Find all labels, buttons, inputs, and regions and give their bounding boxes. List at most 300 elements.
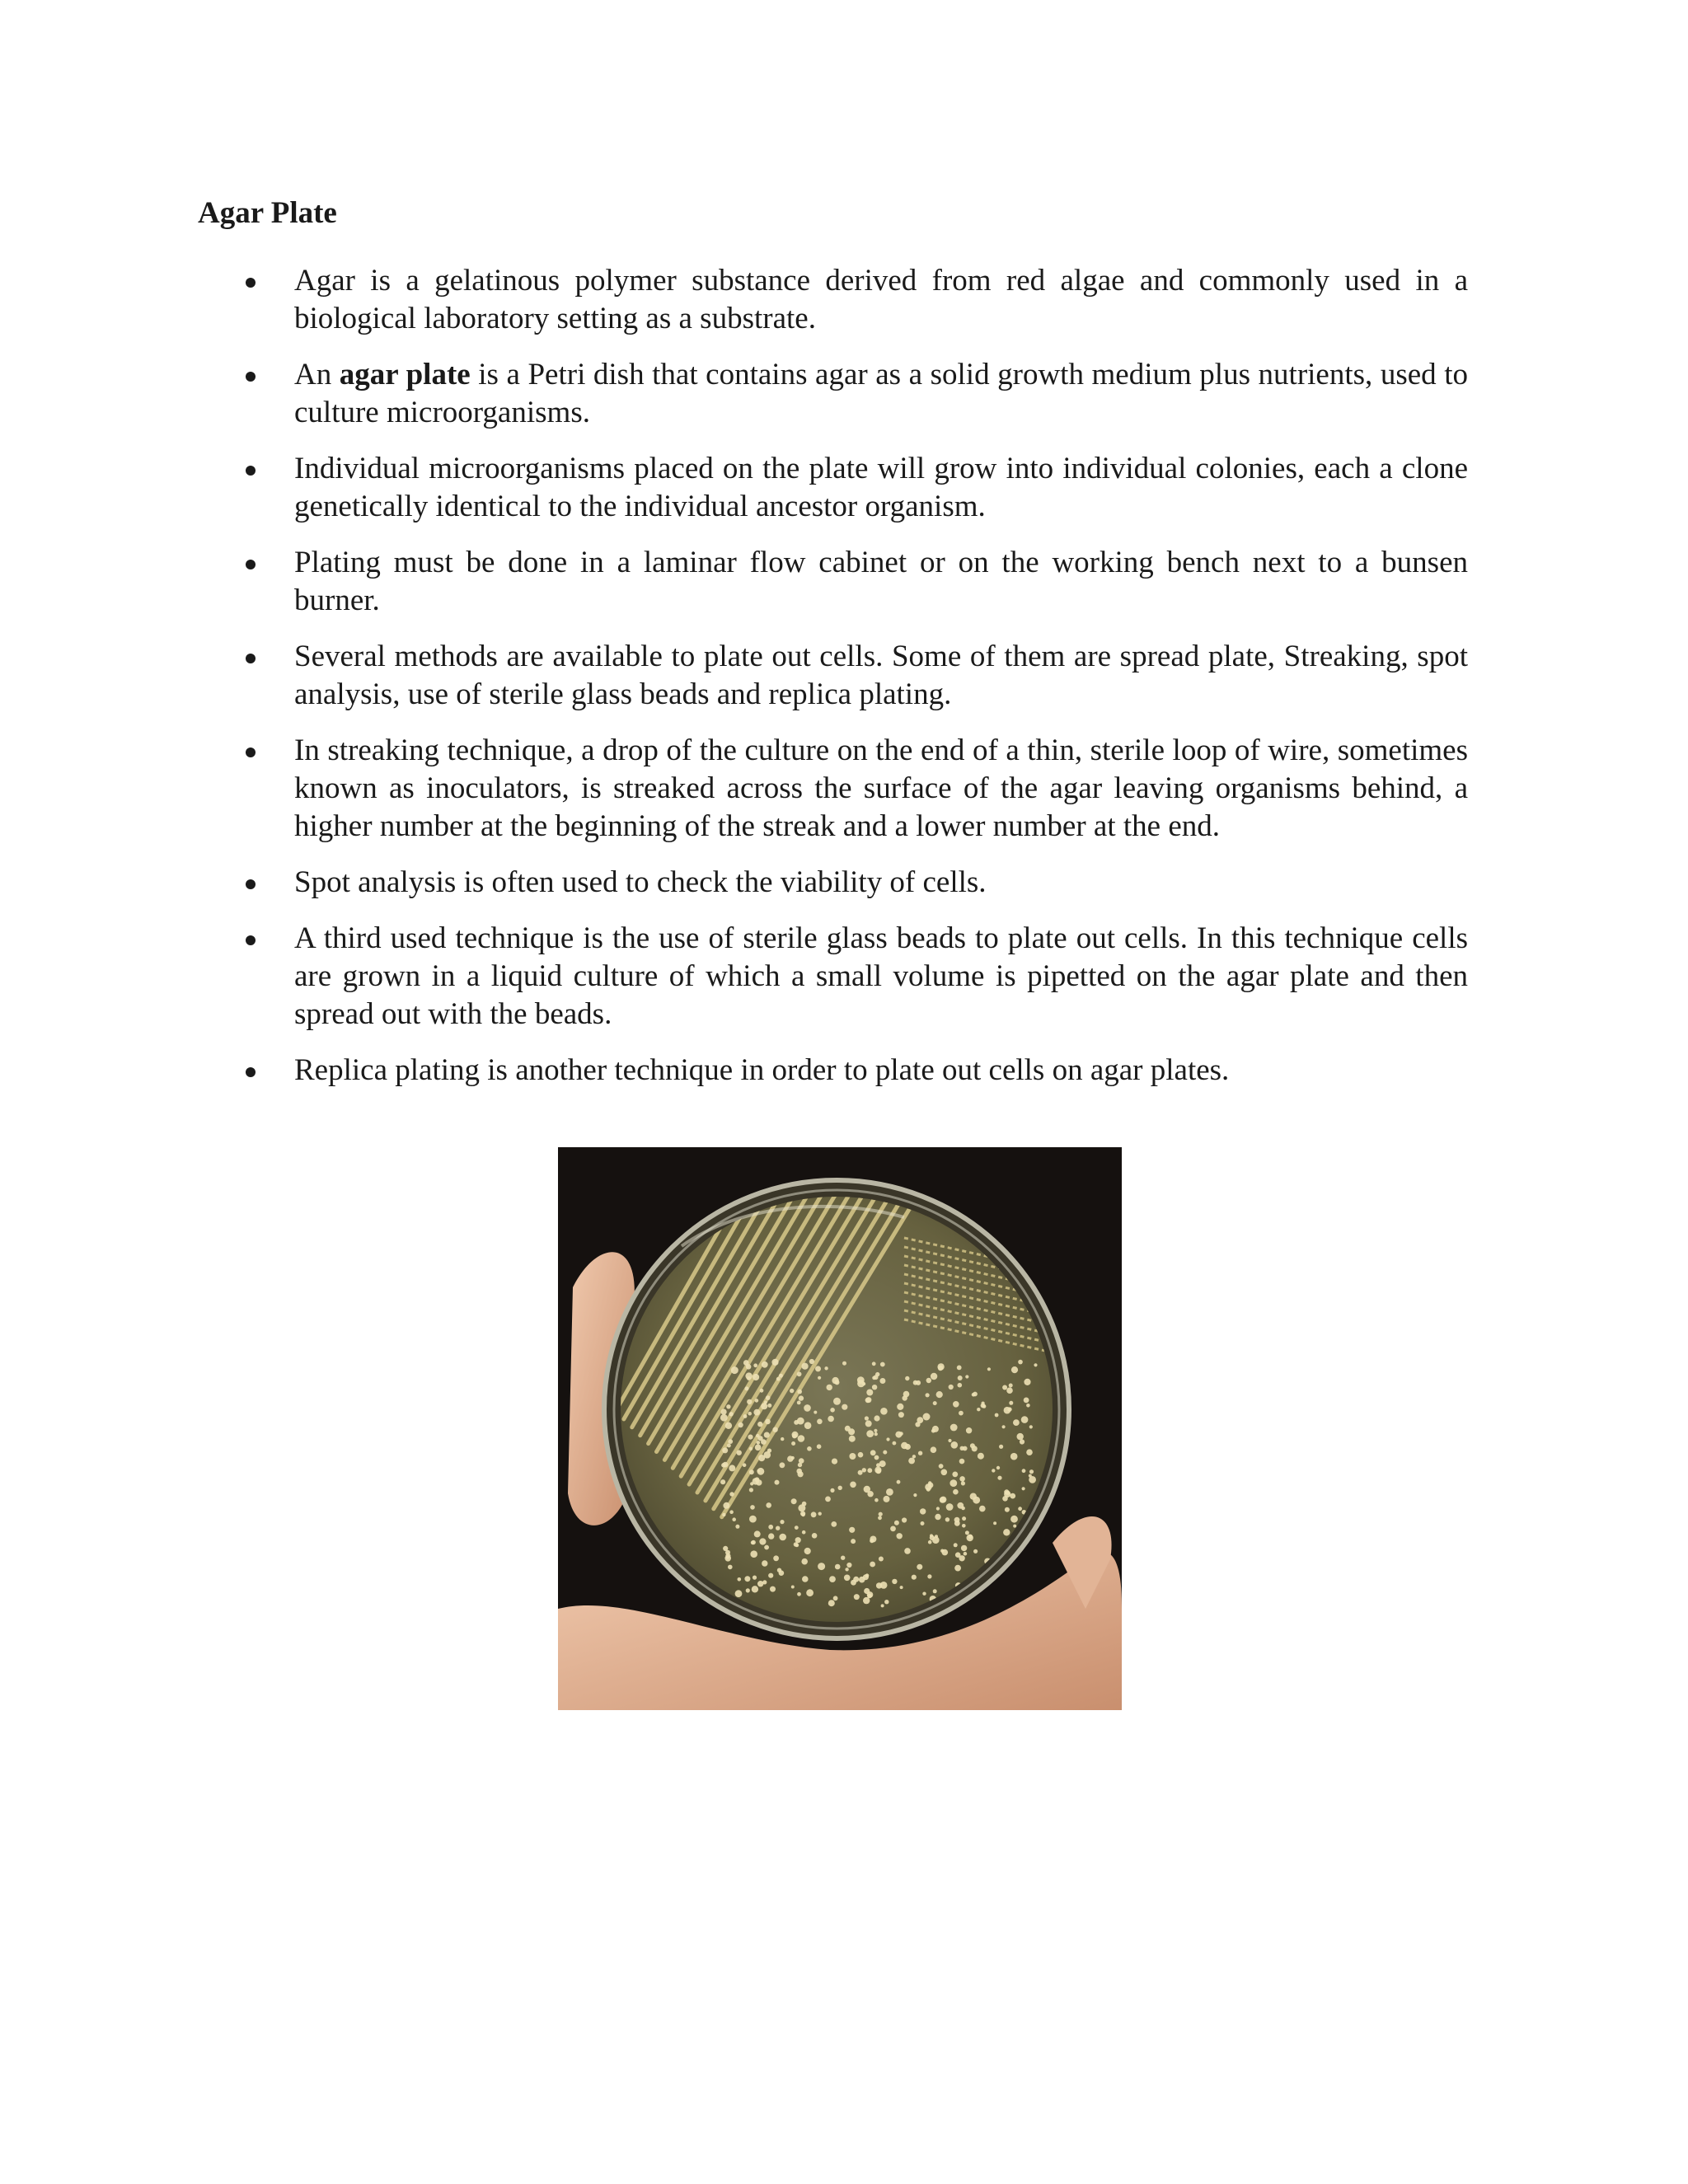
colony-dot bbox=[744, 1576, 750, 1582]
colony-dot bbox=[728, 1565, 733, 1570]
bullet-text: Several methods are available to plate out cells. Some of them are spread plate, Streaking, spot analysis, use of sterile glass beads and replica plating. bbox=[294, 640, 1468, 711]
colony-dot bbox=[879, 1460, 886, 1467]
colony-dot bbox=[752, 1540, 756, 1544]
colony-dot bbox=[791, 1456, 795, 1460]
colony-dot bbox=[900, 1586, 903, 1589]
colony-dot bbox=[818, 1376, 821, 1380]
colony-dot bbox=[832, 1459, 837, 1465]
petri-dish-photo bbox=[558, 1147, 1122, 1710]
colony-dot bbox=[917, 1417, 923, 1423]
colony-dot bbox=[729, 1492, 734, 1496]
colony-dot bbox=[874, 1498, 879, 1502]
colony-dot bbox=[799, 1395, 804, 1400]
colony-dot bbox=[1029, 1425, 1033, 1428]
colony-dot bbox=[993, 1521, 996, 1525]
colony-dot bbox=[867, 1594, 872, 1599]
colony-dot bbox=[831, 1521, 837, 1527]
colony-dot bbox=[967, 1535, 973, 1541]
colony-dot bbox=[865, 1420, 872, 1427]
colony-dot bbox=[738, 1422, 743, 1427]
colony-dot bbox=[804, 1422, 812, 1429]
colony-dot bbox=[961, 1545, 967, 1551]
bullet-icon bbox=[246, 278, 256, 288]
colony-dot bbox=[879, 1557, 884, 1562]
colony-dot bbox=[768, 1533, 774, 1539]
colony-dot bbox=[946, 1503, 954, 1511]
colony-dot bbox=[892, 1579, 897, 1584]
colony-dot bbox=[844, 1575, 851, 1582]
colony-dot bbox=[959, 1459, 965, 1465]
colony-dot bbox=[1004, 1491, 1010, 1497]
colony-dot bbox=[897, 1404, 903, 1410]
colony-dot bbox=[1013, 1525, 1016, 1528]
colony-dot bbox=[757, 1581, 763, 1586]
colony-dot bbox=[897, 1480, 901, 1484]
colony-dot bbox=[858, 1470, 863, 1475]
colony-dot bbox=[773, 1555, 779, 1561]
colony-dot bbox=[945, 1517, 950, 1521]
bullet-icon bbox=[246, 372, 256, 382]
colony-dot bbox=[745, 1372, 752, 1379]
bullet-icon bbox=[246, 560, 256, 569]
colony-dot bbox=[811, 1511, 817, 1517]
colony-dot bbox=[1013, 1419, 1020, 1426]
bullet-text: Agar is a gelatinous polymer substance derived from red algae and commonly used in a biological laboratory setting as a substrate. bbox=[294, 264, 1468, 335]
colony-dot bbox=[886, 1437, 889, 1441]
colony-dot bbox=[750, 1505, 755, 1510]
colony-dot bbox=[875, 1469, 881, 1474]
colony-dot bbox=[768, 1525, 773, 1530]
colony-dot bbox=[867, 1491, 873, 1497]
colony-dot bbox=[872, 1385, 877, 1390]
colony-dot bbox=[797, 1390, 802, 1394]
colony-dot bbox=[780, 1520, 784, 1524]
colony-dot bbox=[933, 1401, 937, 1405]
colony-dot bbox=[797, 1592, 801, 1596]
colony-dot bbox=[798, 1471, 804, 1477]
colony-dot bbox=[864, 1588, 870, 1594]
colony-dot bbox=[942, 1549, 949, 1556]
colony-dot bbox=[881, 1604, 884, 1607]
colony-dot bbox=[1034, 1363, 1037, 1366]
colony-dot bbox=[812, 1533, 818, 1539]
colony-dot bbox=[1020, 1439, 1025, 1444]
colony-dot bbox=[992, 1469, 995, 1472]
colony-dot bbox=[905, 1376, 909, 1380]
colony-dot bbox=[828, 1416, 834, 1422]
colony-dot bbox=[872, 1361, 876, 1366]
colony-dot bbox=[761, 1403, 767, 1409]
colony-dot bbox=[825, 1497, 831, 1502]
colony-dot bbox=[866, 1430, 874, 1437]
colony-dot bbox=[922, 1592, 926, 1596]
colony-dot bbox=[818, 1563, 825, 1570]
colony-dot bbox=[1006, 1387, 1013, 1394]
colony-dot bbox=[931, 1446, 937, 1453]
colony-dot bbox=[901, 1442, 907, 1449]
colony-dot bbox=[838, 1486, 842, 1490]
colony-dot bbox=[845, 1426, 851, 1432]
bullet-icon bbox=[246, 748, 256, 757]
colony-dot bbox=[870, 1536, 876, 1543]
colony-dot bbox=[857, 1376, 865, 1384]
colony-dot bbox=[858, 1452, 864, 1458]
colony-dot bbox=[972, 1446, 978, 1451]
colony-dot bbox=[917, 1564, 922, 1570]
colony-dot bbox=[898, 1412, 904, 1418]
colony-dot bbox=[748, 1435, 753, 1440]
colony-dot bbox=[879, 1378, 885, 1384]
bullet-icon bbox=[246, 935, 256, 945]
colony-dot bbox=[1022, 1469, 1026, 1473]
colony-dot bbox=[878, 1516, 882, 1520]
colony-dot bbox=[767, 1449, 771, 1453]
colony-dot bbox=[973, 1549, 978, 1554]
colony-dot bbox=[894, 1521, 899, 1526]
colony-dot bbox=[951, 1441, 959, 1449]
colony-dot bbox=[999, 1445, 1003, 1449]
colony-dot bbox=[1005, 1507, 1010, 1512]
colony-dot bbox=[962, 1516, 966, 1521]
colony-dot bbox=[753, 1363, 757, 1367]
colony-dot bbox=[879, 1512, 883, 1516]
colony-dot bbox=[849, 1527, 855, 1533]
colony-dot bbox=[938, 1366, 943, 1371]
bullet-list bbox=[0, 262, 1688, 1108]
colony-dot bbox=[721, 1409, 727, 1415]
colony-dot bbox=[950, 1479, 957, 1487]
colony-dot bbox=[797, 1371, 802, 1376]
colony-dot bbox=[926, 1378, 931, 1383]
colony-dot bbox=[1026, 1404, 1030, 1408]
colony-dot bbox=[746, 1588, 750, 1592]
colony-dot bbox=[1010, 1453, 1018, 1460]
colony-dot bbox=[729, 1412, 733, 1416]
colony-dot bbox=[948, 1439, 951, 1442]
colony-dot bbox=[883, 1451, 887, 1455]
colony-dot bbox=[749, 1516, 757, 1523]
colony-dot bbox=[809, 1359, 814, 1364]
colony-dot bbox=[965, 1375, 968, 1378]
colony-dot bbox=[1029, 1474, 1032, 1478]
list-item bbox=[0, 1052, 1688, 1090]
colony-dot bbox=[880, 1582, 888, 1589]
colony-dot bbox=[927, 1574, 931, 1578]
colony-dot bbox=[1010, 1516, 1018, 1523]
colony-dot bbox=[912, 1575, 917, 1580]
colony-dot bbox=[814, 1411, 817, 1414]
colony-dot bbox=[853, 1577, 859, 1582]
colony-dot bbox=[949, 1385, 954, 1390]
colony-dot bbox=[743, 1360, 749, 1366]
colony-dot bbox=[791, 1498, 797, 1504]
bold-term: agar plate bbox=[339, 358, 471, 391]
colony-dot bbox=[959, 1476, 965, 1482]
colony-dot bbox=[770, 1586, 776, 1592]
colony-dot bbox=[767, 1404, 771, 1408]
colony-dot bbox=[913, 1380, 918, 1385]
colony-dot bbox=[753, 1409, 760, 1416]
colony-dot bbox=[735, 1525, 739, 1529]
colony-dot bbox=[728, 1439, 733, 1444]
list-item bbox=[0, 450, 1688, 526]
colony-dot bbox=[933, 1589, 937, 1593]
colony-dot bbox=[804, 1548, 811, 1554]
colony-dot bbox=[920, 1508, 926, 1514]
bullet-text: Individual microorganisms placed on the plate will grow into individual colonies, each a clone genetically identical to the individual ancestor organism. bbox=[294, 452, 1468, 523]
colony-dot bbox=[798, 1435, 805, 1442]
colony-dot bbox=[756, 1434, 759, 1437]
colony-dot bbox=[749, 1447, 753, 1451]
list-item bbox=[0, 920, 1688, 1033]
colony-dot bbox=[827, 1385, 832, 1390]
colony-dot bbox=[1029, 1469, 1034, 1474]
colony-dot bbox=[874, 1415, 879, 1421]
colony-dot bbox=[749, 1469, 754, 1474]
colony-dot bbox=[1009, 1401, 1013, 1405]
colony-dot bbox=[931, 1373, 937, 1380]
colony-dot bbox=[830, 1408, 835, 1413]
colony-dot bbox=[830, 1488, 834, 1493]
colony-dot bbox=[802, 1363, 809, 1370]
colony-dot bbox=[779, 1534, 786, 1541]
colony-dot bbox=[957, 1366, 962, 1371]
colony-dot bbox=[1003, 1529, 1010, 1535]
colony-dot bbox=[804, 1404, 811, 1412]
colony-dot bbox=[835, 1564, 841, 1570]
colony-dot bbox=[725, 1422, 732, 1429]
colony-dot bbox=[795, 1537, 801, 1543]
colony-dot bbox=[735, 1590, 743, 1597]
colony-dot bbox=[973, 1392, 978, 1397]
colony-dot bbox=[893, 1441, 897, 1446]
colony-dot bbox=[842, 1404, 847, 1410]
colony-dot bbox=[845, 1568, 848, 1571]
colony-dot bbox=[982, 1404, 987, 1408]
colony-dot bbox=[815, 1366, 821, 1371]
colony-dot bbox=[1002, 1425, 1006, 1428]
colony-dot bbox=[964, 1552, 968, 1556]
colony-dot bbox=[884, 1600, 889, 1604]
colony-dot bbox=[960, 1446, 964, 1451]
colony-dot bbox=[841, 1556, 845, 1560]
colony-dot bbox=[748, 1412, 752, 1416]
colony-dot bbox=[802, 1502, 807, 1507]
colony-dot bbox=[959, 1411, 964, 1416]
colony-dot bbox=[862, 1468, 866, 1472]
colony-dot bbox=[977, 1408, 980, 1411]
colony-dot bbox=[729, 1465, 735, 1471]
colony-dot bbox=[899, 1432, 903, 1436]
colony-dot bbox=[886, 1488, 893, 1496]
colony-dot bbox=[792, 1433, 797, 1438]
colony-dot bbox=[760, 1389, 764, 1393]
colony-dot bbox=[776, 1377, 781, 1381]
colony-dot bbox=[966, 1427, 972, 1433]
colony-dot bbox=[743, 1463, 747, 1467]
colony-dot bbox=[764, 1545, 769, 1550]
colony-dot bbox=[923, 1413, 931, 1421]
colony-dot bbox=[762, 1560, 767, 1566]
colony-dot bbox=[754, 1530, 761, 1537]
colony-dot bbox=[865, 1416, 869, 1420]
colony-dot bbox=[771, 1359, 778, 1366]
list-item bbox=[0, 544, 1688, 620]
colony-dot bbox=[768, 1573, 773, 1578]
bullet-icon bbox=[246, 1067, 256, 1077]
colony-dot bbox=[762, 1361, 768, 1368]
list-item bbox=[0, 356, 1688, 432]
colony-dot bbox=[775, 1480, 780, 1485]
colony-dot bbox=[874, 1432, 878, 1436]
colony-dot bbox=[757, 1441, 761, 1445]
colony-dot bbox=[797, 1401, 801, 1405]
bullet-text: Plating must be done in a laminar flow cabinet or on the working bench next to a bunsen burner. bbox=[294, 546, 1468, 617]
colony-dot bbox=[872, 1376, 876, 1380]
colony-dot bbox=[766, 1395, 771, 1400]
colony-dot bbox=[794, 1420, 799, 1425]
colony-dot bbox=[1018, 1507, 1022, 1511]
colony-dot bbox=[954, 1565, 961, 1572]
colony-dot bbox=[818, 1512, 822, 1516]
list-item bbox=[0, 638, 1688, 714]
colony-dot bbox=[725, 1550, 730, 1555]
colony-dot bbox=[757, 1469, 760, 1473]
colony-dot bbox=[755, 1445, 762, 1451]
colony-dot bbox=[874, 1455, 879, 1460]
colony-dot bbox=[780, 1462, 785, 1468]
colony-dot bbox=[824, 1366, 828, 1370]
colony-dot bbox=[759, 1538, 766, 1544]
colony-dot bbox=[961, 1507, 965, 1511]
colony-dot bbox=[723, 1502, 729, 1509]
colony-dot bbox=[753, 1576, 757, 1580]
colony-dot bbox=[755, 1399, 759, 1403]
colony-dot bbox=[970, 1493, 977, 1500]
colony-dot bbox=[1002, 1385, 1007, 1390]
colony-dot bbox=[724, 1555, 731, 1562]
colony-dot bbox=[762, 1580, 767, 1584]
colony-dot bbox=[859, 1577, 865, 1583]
colony-dot bbox=[807, 1446, 812, 1451]
colony-dot bbox=[950, 1424, 958, 1432]
colony-dot bbox=[817, 1444, 822, 1449]
colony-dot bbox=[1018, 1360, 1023, 1365]
colony-dot bbox=[940, 1497, 945, 1502]
list-item bbox=[0, 732, 1688, 846]
colony-dot bbox=[745, 1386, 749, 1390]
colony-dot bbox=[930, 1535, 935, 1540]
colony-dot bbox=[978, 1453, 984, 1460]
colony-dot bbox=[806, 1589, 814, 1596]
colony-dot bbox=[833, 1596, 838, 1601]
bullet-text: Replica plating is another technique in order to plate out cells on agar plates. bbox=[294, 1053, 1230, 1087]
colony-dot bbox=[913, 1493, 917, 1497]
colony-dot bbox=[720, 1479, 725, 1484]
colony-dot bbox=[925, 1483, 931, 1490]
colony-dot bbox=[851, 1539, 856, 1544]
colony-dot bbox=[849, 1453, 856, 1460]
colony-dot bbox=[722, 1447, 728, 1453]
bullet-text: In streaking technique, a drop of the culture on the end of a thin, sterile loop of wire, sometimes known as inoculators, is streaked across the surface of the agar leaving organisms behind, a higher number at the beginning of the streak and a lower number at the end. bbox=[294, 733, 1468, 843]
colony-dot bbox=[954, 1543, 958, 1547]
colony-dot bbox=[958, 1376, 963, 1380]
colony-dot bbox=[936, 1507, 940, 1510]
colony-dot bbox=[867, 1468, 872, 1473]
colony-dot bbox=[932, 1426, 939, 1432]
colony-dot bbox=[835, 1380, 840, 1385]
colony-dot bbox=[790, 1389, 794, 1393]
colony-dot bbox=[866, 1390, 873, 1396]
colony-dot bbox=[743, 1414, 748, 1418]
page-title: Agar Plate bbox=[198, 196, 337, 230]
colony-dot bbox=[880, 1362, 885, 1367]
colony-dot bbox=[750, 1550, 757, 1558]
colony-dot bbox=[747, 1399, 752, 1404]
colony-dot bbox=[772, 1427, 777, 1432]
colony-dot bbox=[995, 1413, 999, 1418]
colony-dot bbox=[897, 1533, 903, 1539]
colony-dot bbox=[1024, 1398, 1029, 1404]
bullet-icon bbox=[246, 654, 256, 663]
colony-dot bbox=[854, 1594, 860, 1600]
colony-dot bbox=[731, 1366, 738, 1374]
colony-dot bbox=[1011, 1366, 1018, 1373]
colony-dot bbox=[987, 1367, 991, 1371]
colony-dot bbox=[833, 1398, 841, 1405]
colony-dot bbox=[936, 1391, 943, 1398]
bullet-icon bbox=[246, 879, 256, 889]
colony-dot bbox=[865, 1573, 870, 1577]
colony-dot bbox=[849, 1436, 856, 1442]
colony-dot bbox=[802, 1576, 809, 1582]
colony-dot bbox=[779, 1570, 785, 1576]
colony-dot bbox=[779, 1374, 783, 1378]
colony-dot bbox=[817, 1419, 823, 1425]
colony-dot bbox=[996, 1466, 1000, 1469]
bullet-text: Spot analysis is often used to check the viability of cells. bbox=[294, 865, 987, 899]
colony-dot bbox=[928, 1540, 932, 1544]
colony-dot bbox=[757, 1422, 762, 1427]
colony-dot bbox=[720, 1414, 728, 1422]
colony-dot bbox=[952, 1472, 958, 1478]
colony-dot bbox=[941, 1469, 948, 1476]
colony-dot bbox=[1010, 1493, 1015, 1499]
colony-dot bbox=[756, 1479, 762, 1485]
colony-dot bbox=[997, 1476, 1001, 1480]
colony-dot bbox=[954, 1521, 960, 1526]
colony-dot bbox=[962, 1524, 966, 1528]
bullet-text: A third used technique is the use of sterile glass beads to plate out cells. In this technique cells are grown in a liquid culture of which a small volume is pipetted on the agar plate and then spread out with the beads. bbox=[294, 921, 1468, 1031]
colony-dot bbox=[918, 1451, 922, 1455]
petri-dish-illustration bbox=[558, 1147, 1122, 1710]
colony-dot bbox=[874, 1429, 877, 1432]
colony-dot bbox=[801, 1558, 808, 1565]
bullet-icon bbox=[246, 466, 256, 476]
colony-dot bbox=[738, 1577, 742, 1582]
colony-dot bbox=[729, 1510, 734, 1514]
colony-dot bbox=[749, 1488, 753, 1492]
colony-dot bbox=[828, 1600, 835, 1606]
colony-dot bbox=[842, 1361, 846, 1366]
list-item bbox=[0, 262, 1688, 338]
colony-dot bbox=[795, 1526, 799, 1530]
colony-dot bbox=[732, 1517, 736, 1521]
colony-dot bbox=[721, 1463, 726, 1468]
colony-dot bbox=[791, 1586, 795, 1589]
colony-dot bbox=[1024, 1379, 1030, 1385]
colony-dot bbox=[764, 1432, 770, 1438]
